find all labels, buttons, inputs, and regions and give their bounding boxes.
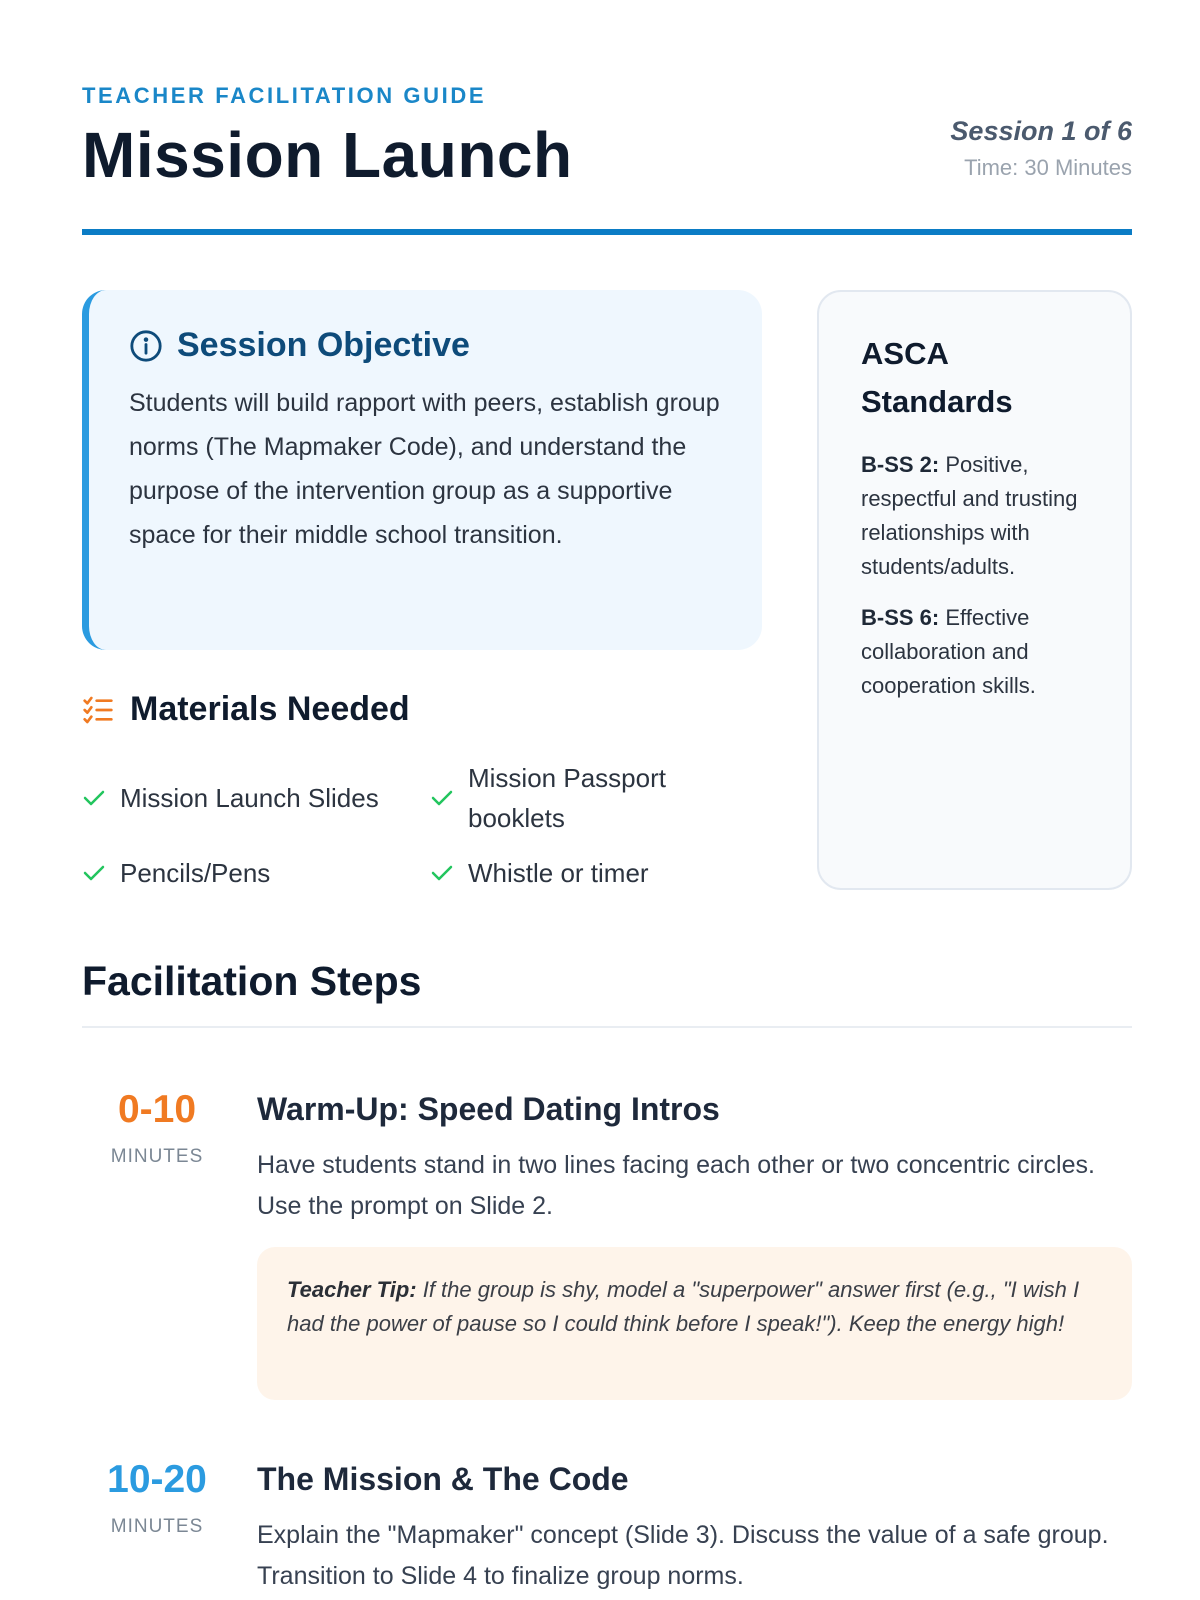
checklist-icon xyxy=(82,694,114,726)
step-time: 10-20 xyxy=(107,1458,207,1501)
session-meta xyxy=(950,116,1132,181)
step-title: The Mission & The Code xyxy=(257,1461,629,1497)
teacher-tip-box xyxy=(257,1247,1132,1400)
materials-header xyxy=(82,690,410,729)
check-icon xyxy=(82,861,106,885)
step-description: Explain the "Mapmaker" concept (Slide 3). Discuss the value of a safe group. Transition to Slide 4 to finalize group norms. xyxy=(257,1521,1109,1590)
step-time: 0-10 xyxy=(117,1088,197,1131)
info-icon xyxy=(129,329,163,363)
material-label: Mission Passport booklets xyxy=(468,763,666,833)
material-item xyxy=(430,853,649,893)
tip-label: Teacher Tip: xyxy=(287,1277,417,1302)
standard-text: Positive, respectful and trusting relationships with students/adults. xyxy=(861,452,1078,579)
header-divider xyxy=(82,229,1132,235)
step-time-block xyxy=(82,1458,232,1538)
material-label: Mission Launch Slides xyxy=(120,783,379,813)
step-body xyxy=(257,1089,1132,1227)
page-title: Mission Launch xyxy=(82,119,573,191)
material-item xyxy=(82,853,270,893)
tip-text: If the group is shy, model a "superpower" answer first (e.g., "I wish I had the power of pause so I could think before I speak!"). Keep the energy high! xyxy=(287,1277,1080,1336)
step-body xyxy=(257,1459,1132,1597)
standard-item xyxy=(861,601,1090,703)
standard-code: B-SS 6: xyxy=(861,605,940,630)
objective-text: Students will build rapport with peers, establish group norms (The Mapmaker Code), and understand the purpose of the intervention group as a supportive space for their middle school transition. xyxy=(129,389,720,549)
asca-standards-card xyxy=(817,290,1132,890)
material-item xyxy=(82,778,379,818)
check-icon xyxy=(430,786,454,810)
material-label: Whistle or timer xyxy=(468,858,649,888)
asca-title: ASCA Standards xyxy=(861,336,1013,419)
materials-title: Materials Needed xyxy=(130,690,410,728)
standard-text: Effective collaboration and cooperation skills. xyxy=(861,605,1036,698)
session-number: Session 1 of 6 xyxy=(950,116,1132,146)
check-icon xyxy=(430,861,454,885)
standard-item xyxy=(861,448,1090,584)
session-objective-card xyxy=(82,290,762,650)
guide-eyebrow: TEACHER FACILITATION GUIDE xyxy=(82,83,487,108)
step-time-unit: MINUTES xyxy=(110,1146,204,1167)
step-description: Have students stand in two lines facing each other or two concentric circles. Use the prompt on Slide 2. xyxy=(257,1151,1095,1220)
step-time-unit: MINUTES xyxy=(110,1516,204,1537)
session-duration: Time: 30 Minutes xyxy=(964,155,1132,180)
steps-divider xyxy=(82,1026,1132,1028)
steps-section-title: Facilitation Steps xyxy=(82,958,422,1004)
standard-code: B-SS 2: xyxy=(861,452,940,477)
material-item xyxy=(430,758,750,838)
objective-header xyxy=(129,326,722,365)
objective-title: Session Objective xyxy=(177,326,470,364)
material-label: Pencils/Pens xyxy=(120,858,271,888)
check-icon xyxy=(82,786,106,810)
step-title: Warm-Up: Speed Dating Intros xyxy=(257,1091,720,1127)
step-time-block xyxy=(82,1088,232,1168)
